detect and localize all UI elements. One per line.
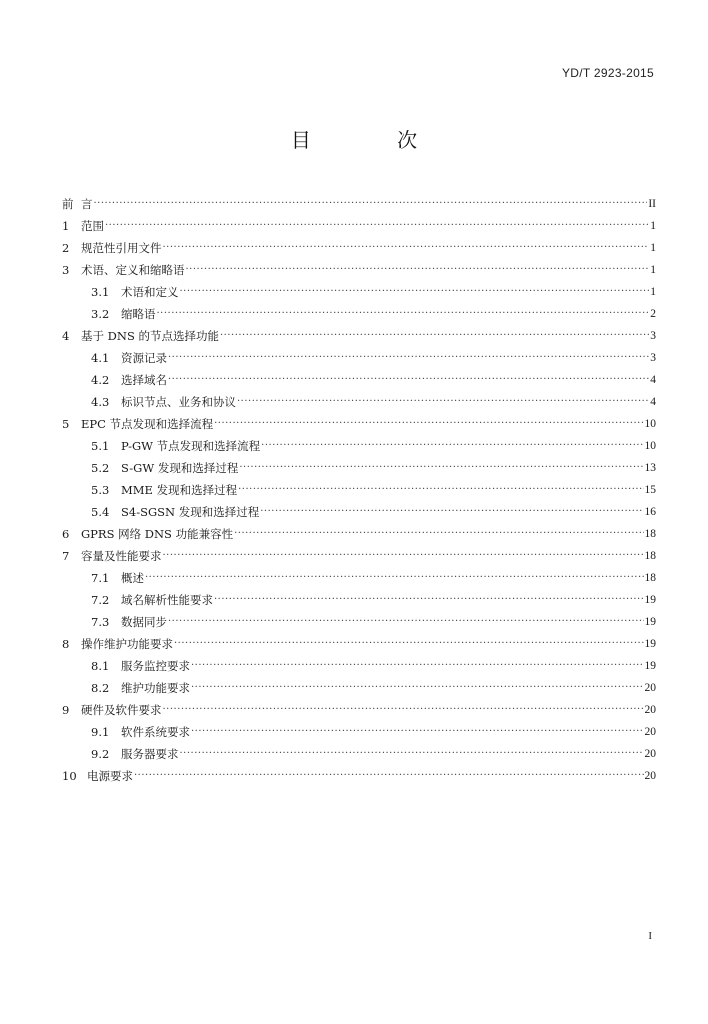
- toc-leader-dots: [134, 765, 644, 787]
- toc-entry-number: 3: [62, 263, 70, 277]
- toc-leader-dots: [261, 435, 643, 457]
- toc-entry-number: 前: [62, 197, 74, 211]
- toc-entry-page: 20: [644, 726, 656, 738]
- toc-entry-label: 硬件及软件要求: [81, 703, 162, 717]
- toc-entry[interactable]: [62, 765, 656, 787]
- toc-leader-dots: [157, 303, 650, 325]
- toc-entry-number: 4.1: [91, 351, 110, 365]
- toc-entry-number: 7.3: [91, 615, 110, 629]
- toc-leader-dots: [220, 325, 649, 347]
- document-code: YD/T 2923-2015: [561, 66, 654, 80]
- toc-entry-page: 18: [644, 528, 656, 540]
- toc-entry[interactable]: [62, 721, 656, 743]
- toc-entry-page: 1: [650, 286, 656, 298]
- toc-entry-page: 3: [650, 352, 656, 364]
- toc-entry-number: 5.4: [91, 505, 110, 519]
- toc-entry-label: P-GW 节点发现和选择流程: [121, 439, 261, 453]
- toc-entry-number: 6: [62, 527, 70, 541]
- toc-leader-dots: [180, 743, 644, 765]
- toc-entry-number: 9.2: [91, 747, 110, 761]
- toc-entry-number: 9.1: [91, 725, 110, 739]
- toc-entry-label: 选择域名: [121, 373, 167, 387]
- toc-entry-label: 维护功能要求: [121, 681, 190, 695]
- toc-entry-page: 1: [650, 242, 656, 254]
- toc-leader-dots: [180, 281, 650, 303]
- toc-entry-page: 20: [644, 704, 656, 716]
- toc-entry[interactable]: [62, 655, 656, 677]
- toc-entry-page: II: [648, 198, 656, 210]
- toc-entry-label: 容量及性能要求: [81, 549, 162, 563]
- toc-entry-label: 域名解析性能要求: [121, 593, 213, 607]
- toc-entry-number: 7.1: [91, 571, 110, 585]
- toc-entry[interactable]: [62, 413, 656, 435]
- toc-entry-label: 术语和定义: [121, 285, 179, 299]
- toc-leader-dots: [94, 193, 648, 215]
- toc-entry[interactable]: [62, 193, 656, 215]
- toc-entry[interactable]: [62, 325, 656, 347]
- toc-entry-label: 概述: [121, 571, 144, 585]
- toc-entry-page: 10: [644, 418, 656, 430]
- toc-entry-page: 20: [644, 770, 656, 782]
- toc-entry[interactable]: [62, 215, 656, 237]
- toc-entry-page: 4: [650, 374, 656, 386]
- toc-leader-dots: [168, 611, 644, 633]
- toc-entry-label: 缩略语: [121, 307, 156, 321]
- toc-entry-label: 范围: [81, 219, 104, 233]
- toc-entry-number: 5.2: [91, 461, 110, 475]
- toc-leader-dots: [145, 567, 644, 589]
- toc-entry-label: S-GW 发现和选择过程: [121, 461, 239, 475]
- toc-entry-number: 7.2: [91, 593, 110, 607]
- toc-leader-dots: [174, 633, 644, 655]
- toc-leader-dots: [168, 347, 649, 369]
- table-of-contents: [62, 193, 656, 787]
- toc-entry-label: 服务器要求: [121, 747, 179, 761]
- toc-leader-dots: [163, 699, 644, 721]
- toc-entry-page: 1: [650, 220, 656, 232]
- toc-entry[interactable]: [62, 303, 656, 325]
- toc-entry-label: 规范性引用文件: [81, 241, 162, 255]
- toc-entry[interactable]: [62, 369, 656, 391]
- toc-entry-number: 5.3: [91, 483, 110, 497]
- toc-entry-label: 术语、定义和缩略语: [81, 263, 185, 277]
- toc-entry-number: 2: [62, 241, 70, 255]
- toc-entry[interactable]: [62, 677, 656, 699]
- toc-entry-label: 软件系统要求: [121, 725, 190, 739]
- toc-entry[interactable]: [62, 501, 656, 523]
- toc-entry-page: 20: [644, 682, 656, 694]
- toc-entry-number: 8.1: [91, 659, 110, 673]
- toc-entry-page: 13: [644, 462, 656, 474]
- toc-leader-dots: [191, 677, 644, 699]
- toc-entry-number: 9: [62, 703, 70, 717]
- toc-entry[interactable]: [62, 633, 656, 655]
- toc-entry-page: 20: [644, 748, 656, 760]
- toc-entry-label: S4-SGSN 发现和选择过程: [121, 505, 260, 519]
- page-title: 目 次: [290, 128, 458, 152]
- toc-leader-dots: [163, 545, 644, 567]
- toc-entry-number: 7: [62, 549, 70, 563]
- toc-leader-dots: [163, 237, 650, 259]
- toc-entry-number: 10: [62, 769, 77, 783]
- toc-entry[interactable]: [62, 479, 656, 501]
- toc-leader-dots: [105, 215, 649, 237]
- toc-entry-label: MME 发现和选择过程: [121, 483, 238, 497]
- toc-entry-page: 19: [644, 660, 656, 672]
- toc-entry-page: 19: [644, 616, 656, 628]
- toc-entry-number: 8: [62, 637, 70, 651]
- toc-entry[interactable]: [62, 391, 656, 413]
- toc-entry-number: 4.2: [91, 373, 110, 387]
- toc-entry[interactable]: [62, 281, 656, 303]
- toc-entry-page: 18: [644, 572, 656, 584]
- toc-entry-label: EPC 节点发现和选择流程: [81, 417, 214, 431]
- toc-entry-label: GPRS 网络 DNS 功能兼容性: [81, 527, 234, 541]
- toc-leader-dots: [234, 523, 643, 545]
- toc-entry-page: 16: [644, 506, 656, 518]
- toc-entry-label: 标识节点、业务和协议: [121, 395, 236, 409]
- toc-entry-label: 基于 DNS 的节点选择功能: [81, 329, 219, 343]
- toc-entry[interactable]: [62, 589, 656, 611]
- toc-entry-label: 数据同步: [121, 615, 167, 629]
- toc-leader-dots: [214, 413, 643, 435]
- toc-entry-number: 5: [62, 417, 70, 431]
- toc-leader-dots: [168, 369, 649, 391]
- toc-entry-number: 4.3: [91, 395, 110, 409]
- toc-entry-label: 操作维护功能要求: [81, 637, 173, 651]
- toc-entry-page: 1: [650, 264, 656, 276]
- toc-leader-dots: [191, 721, 644, 743]
- toc-entry[interactable]: [62, 545, 656, 567]
- toc-entry-page: 10: [644, 440, 656, 452]
- toc-entry-page: 2: [650, 308, 656, 320]
- toc-entry[interactable]: [62, 347, 656, 369]
- toc-leader-dots: [191, 655, 644, 677]
- toc-entry[interactable]: [62, 699, 656, 721]
- toc-entry[interactable]: [62, 259, 656, 281]
- toc-entry[interactable]: [62, 457, 656, 479]
- toc-entry-number: 3.1: [91, 285, 110, 299]
- toc-entry-page: 18: [644, 550, 656, 562]
- toc-entry-number: 8.2: [91, 681, 110, 695]
- toc-entry-page: 3: [650, 330, 656, 342]
- toc-entry-label: 资源记录: [121, 351, 167, 365]
- toc-entry-page: 19: [644, 594, 656, 606]
- toc-leader-dots: [239, 457, 643, 479]
- toc-entry-number: 5.1: [91, 439, 110, 453]
- toc-entry-label: 服务监控要求: [121, 659, 190, 673]
- toc-entry-page: 4: [650, 396, 656, 408]
- toc-leader-dots: [238, 479, 643, 501]
- toc-leader-dots: [237, 391, 649, 413]
- toc-entry[interactable]: [62, 611, 656, 633]
- toc-leader-dots: [214, 589, 644, 611]
- toc-entry-label: 电源要求: [87, 769, 133, 783]
- toc-leader-dots: [260, 501, 643, 523]
- toc-entry[interactable]: [62, 237, 656, 259]
- toc-entry-label: 言: [81, 197, 93, 211]
- toc-leader-dots: [186, 259, 650, 281]
- toc-entry[interactable]: [62, 435, 656, 457]
- toc-entry[interactable]: [62, 743, 656, 765]
- toc-entry[interactable]: [62, 567, 656, 589]
- toc-entry-number: 3.2: [91, 307, 110, 321]
- toc-entry-page: 19: [644, 638, 656, 650]
- page-number: I: [648, 930, 652, 942]
- toc-entry-page: 15: [644, 484, 656, 496]
- toc-entry-number: 4: [62, 329, 70, 343]
- toc-entry-number: 1: [62, 219, 70, 233]
- toc-entry[interactable]: [62, 523, 656, 545]
